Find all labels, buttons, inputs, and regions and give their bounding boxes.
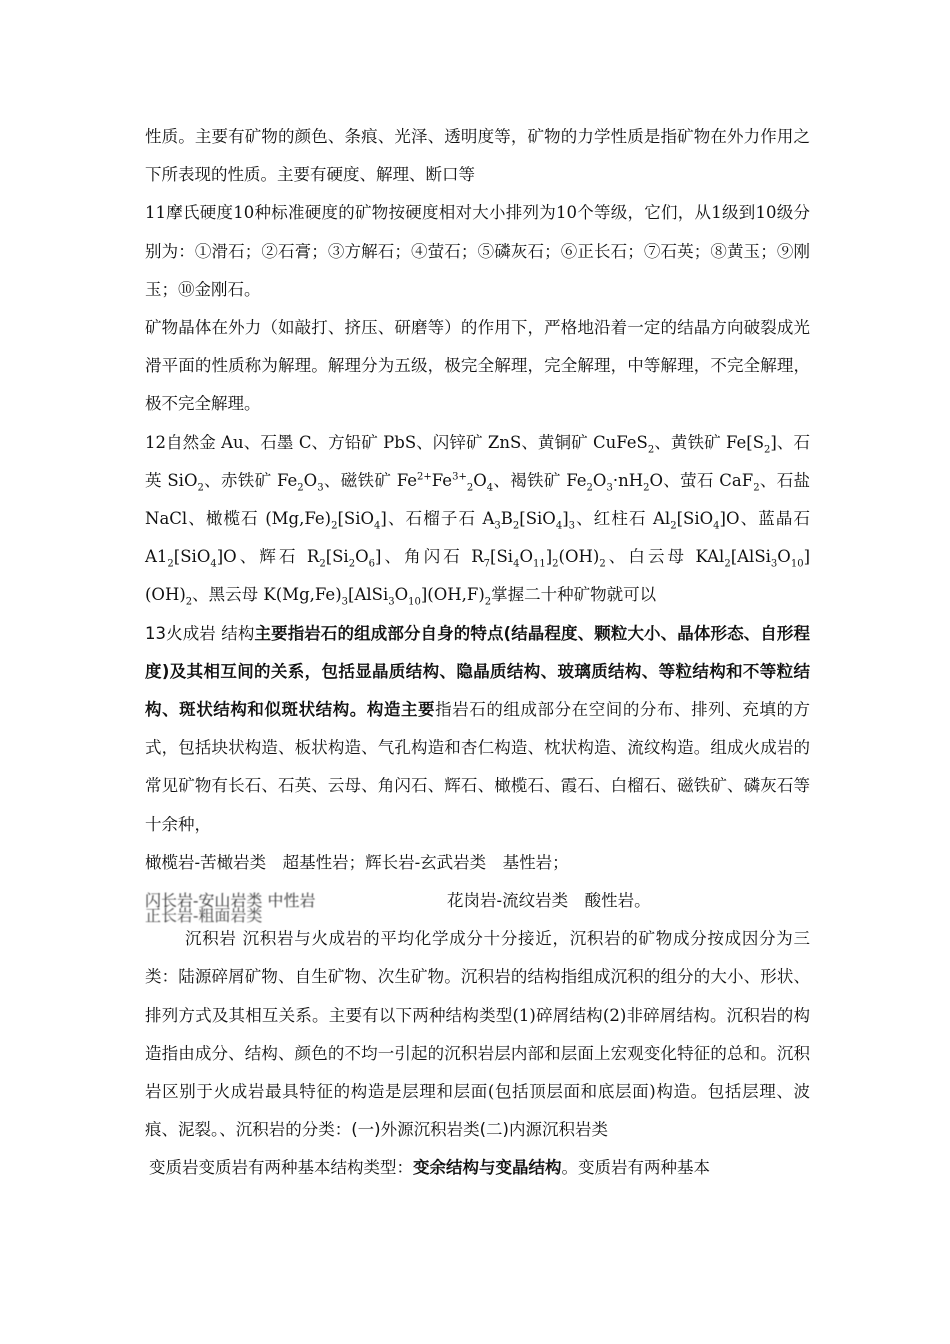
paragraph-metamorphic-rocks: 变质岩变质岩有两种基本结构类型：变余结构与变晶结构。变质岩有两种基本 (149, 1158, 710, 1178)
paragraph-mineral-formulas: 12自然金 Au、石墨 C、方铅矿 PbS、闪锌矿 ZnS、黄铜矿 CuFeS$_2$、黄铁矿 $Fe[S_2]$、石英 SiO$_2$、赤铁矿 $Fe_2O_3$、磁铁矿 $Fe^{2+}Fe^{3+}_2O_4$、褐铁矿 $Fe_2O_3\cdot nH_2O$、萤石 CaF$_2$、石盐 NaCl、橄榄石 $(Mg,Fe)_2[SiO_4]$、石榴子石 $A_3B_2[SiO_4]_3$、红柱石 $Al_2[SiO_4]O$、蓝晶石 $A1_2[SiO_4]O$、辉石 $R_2[Si_2O_6]$、角闪石 $R_7[Si_4O_{11}]_2(OH)_2$、白云母 $KAl_2[AlSi_3O_{10}](OH)_2$、黑云母 $K(Mg,Fe)_3[AlSi_3O_{10}](OH,F)_2$掌握二十种矿物就可以 (145, 432, 811, 608)
document-body (145, 118, 810, 1188)
line-rock-types-2: 闪长岩-安山岩类 中性岩 正长岩-粗面岩类 花岗岩-流纹岩类 酸性岩。 (145, 890, 651, 925)
line-rock-types-1: 橄榄岩-苦橄岩类 超基性岩；辉长岩-玄武岩类 基性岩； (145, 852, 569, 872)
paragraph-cleavage: 矿物晶体在外力（如敲打、挤压、研磨等）的作用下，严格地沿着一定的结晶方向破裂成光滑平面的性质称为解理。解理分为五级，极完全解理，完全解理，中等解理，不完全解理，极不完全解理。 (145, 318, 810, 414)
paragraph-igneous-rocks: 13火成岩 结构主要指岩石的组成部分自身的特点(结晶程度、颗粒大小、晶体形态、自形程度)及其相互间的关系，包括显晶质结构、隐晶质结构、玻璃质结构、等粒结构和不等粒结构、斑状结构和似斑状结构。构造主要指岩石的组成部分在空间的分布、排列、充填的方式，包括块状构造、板状构造、气孔构造和杏仁构造、枕状构造、流纹构造。组成火成岩的常见矿物有长石、石英、云母、角闪石、辉石、橄榄石、霞石、白榴石、磁铁矿、磷灰石等十余种， (145, 623, 811, 834)
paragraph-sedimentary-rocks: 沉积岩 沉积岩与火成岩的平均化学成分十分接近，沉积岩的矿物成分按成因分为三类：陆源碎屑矿物、自生矿物、次生矿物。沉积岩的结构指组成沉积的组分的大小、形状、排列方式及其相互关系。主要有以下两种结构类型(1)碎屑结构(2)非碎屑结构。沉积岩的构造指由成分、结构、颜色的不均一引起的沉积岩层内部和层面上宏观变化特征的总和。沉积岩区别于火成岩最具特征的构造是层理和层面(包括顶层面和底层面)构造。包括层理、波痕、泥裂。、沉积岩的分类：(一)外源沉积岩类(二)内源沉积岩类 (145, 929, 810, 1140)
overlapping-text-artifact: 闪长岩-安山岩类 中性岩 正长岩-粗面岩类 (145, 890, 316, 925)
paragraph-mineral-properties: 性质。主要有矿物的颜色、条痕、光泽、透明度等，矿物的力学性质是指矿物在外力作用之下所表现的性质。主要有硬度、解理、断口等 (145, 127, 810, 185)
paragraph-mohs-hardness: 11摩氏硬度10种标准硬度的矿物按硬度相对大小排列为10个等级，它们，从1级到10级分别为：①滑石；②石膏；③方解石；④萤石；⑤磷灰石；⑥正长石；⑦石英；⑧黄玉；⑨刚玉；⑩金刚石。 (145, 203, 810, 299)
